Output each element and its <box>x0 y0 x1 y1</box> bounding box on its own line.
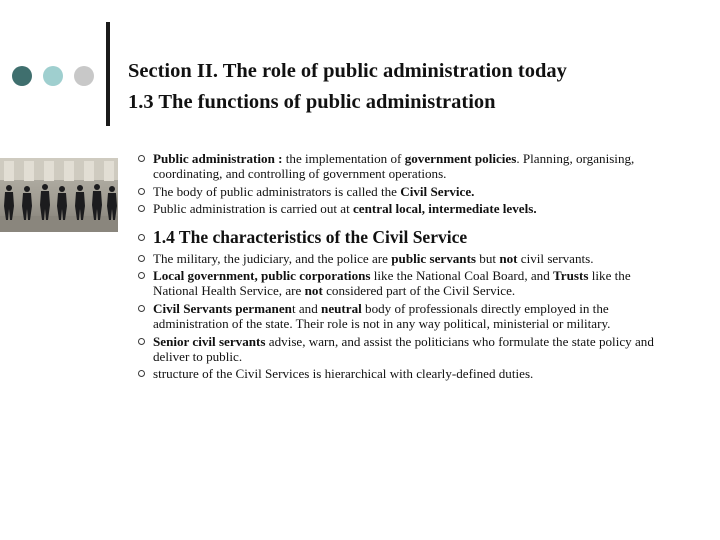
bullet-item <box>132 151 676 182</box>
bold-text: Trusts <box>553 268 589 284</box>
light-teal-dot <box>43 66 63 86</box>
bold-text: Civil Servants permanen <box>153 300 292 316</box>
bullet-item <box>132 301 676 332</box>
bullet-circle-icon <box>138 370 145 377</box>
body-text: like the National Health Service, are <box>153 268 631 299</box>
bold-text: neutral <box>321 300 362 316</box>
body-text: the implementation of <box>282 151 405 166</box>
title-divider <box>106 22 110 126</box>
bold-text: 1.4 The characteristics of the Civil Service <box>153 226 468 247</box>
bold-text: Public administration : <box>153 151 283 166</box>
slide-body <box>132 151 676 382</box>
bold-text: not <box>499 250 518 266</box>
bold-text: central local, intermediate levels. <box>353 201 537 217</box>
bullet-item <box>132 201 676 216</box>
bullet-item <box>132 366 676 381</box>
bullet-circle-icon <box>138 205 145 212</box>
body-text: t and <box>291 300 322 316</box>
bold-text: Civil Service. <box>400 183 475 199</box>
body-text: Public administration is carried out at <box>153 201 353 217</box>
body-text: structure of the Civil Services is hierarchical with clearly-defined duties. <box>153 366 534 382</box>
bullet-circle-icon <box>138 155 145 162</box>
grey-dot <box>74 66 94 86</box>
body-text: but <box>476 250 500 266</box>
body-text: civil servants. <box>517 250 594 266</box>
body-text: considered part of the Civil Service. <box>322 283 516 299</box>
body-text: like the National Coal Board, and <box>370 268 554 284</box>
bullet-circle-icon <box>138 338 145 345</box>
bullet-circle-icon <box>138 305 145 312</box>
bullet-item <box>132 184 676 199</box>
bullet-circle-icon <box>138 234 145 241</box>
bold-text: Local government, public corporations <box>153 268 371 284</box>
body-text: advise, warn, and assist the politicians who formulate the state policy and deliver to public. <box>153 333 654 365</box>
body-text: body of professionals directly employed in the administration of the state. Their role is not in any way political, ministerial or military. <box>153 300 611 332</box>
section-heading <box>132 226 676 248</box>
body-text: The military, the judiciary, and the police are <box>153 250 392 266</box>
bullet-circle-icon <box>138 272 145 279</box>
bold-text: public servants <box>391 250 477 266</box>
bullet-item <box>132 251 676 266</box>
bold-text: government policies <box>404 151 517 166</box>
dark-teal-dot <box>12 66 32 86</box>
bullet-circle-icon <box>138 255 145 262</box>
body-text: The body of public administrators is called the <box>153 183 401 199</box>
title-line-1: Section II. The role of public administration today <box>128 60 567 82</box>
bullet-circle-icon <box>138 188 145 195</box>
body-text: . Planning, organising, coordinating, and controlling of government operations. <box>153 151 635 182</box>
people-walking-photo <box>0 158 118 232</box>
bold-text: not <box>304 283 323 299</box>
title-line-2: 1.3 The functions of public administration <box>128 91 496 113</box>
bold-text: Senior civil servants <box>153 333 266 349</box>
bullet-item <box>132 334 676 365</box>
decorative-dots <box>12 66 94 86</box>
bullet-item <box>132 268 676 299</box>
slide-title <box>128 56 567 118</box>
